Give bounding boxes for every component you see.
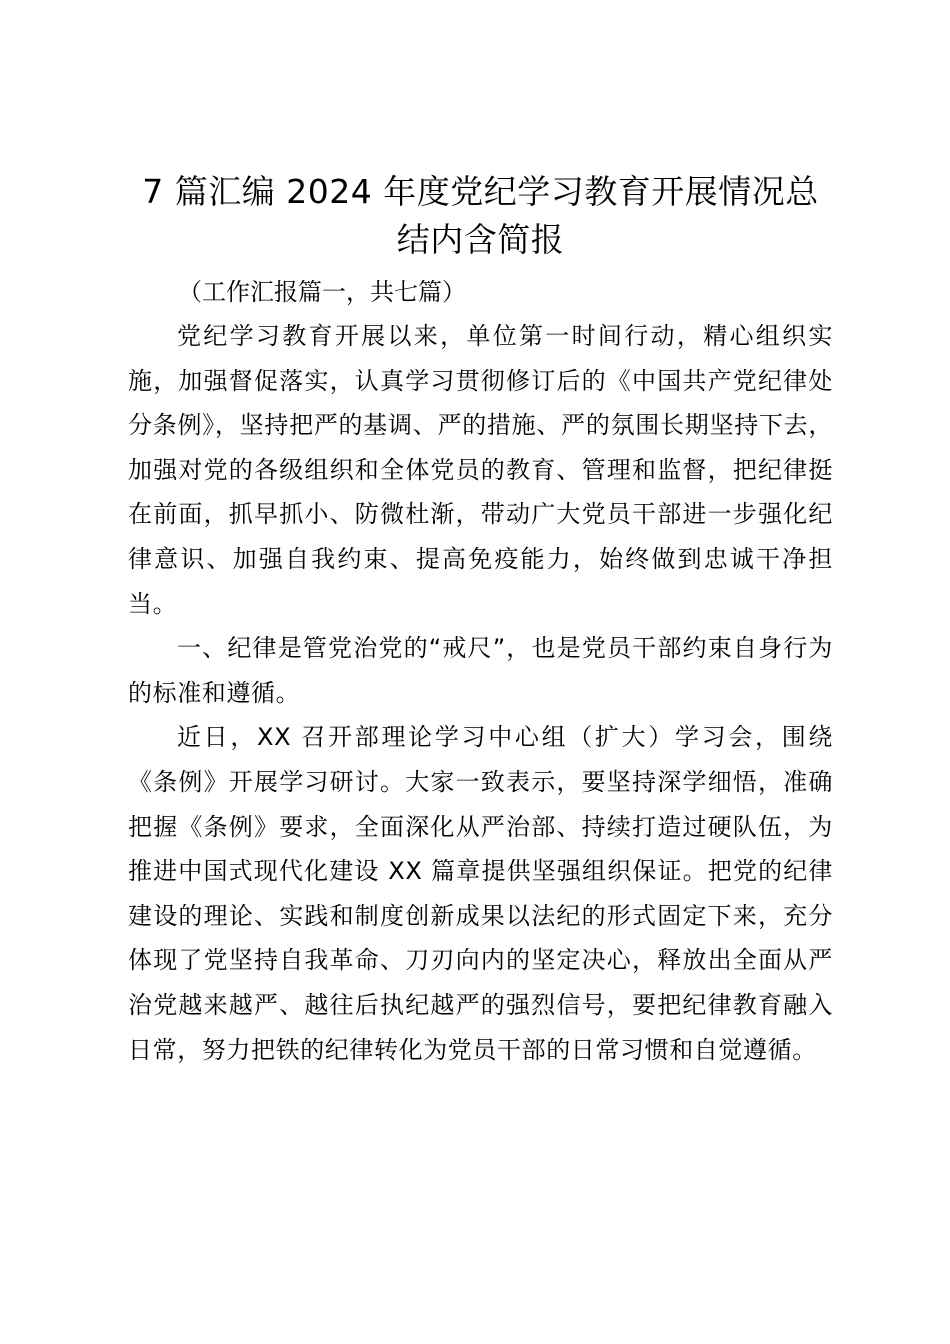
paragraph-intro: 党纪学习教育开展以来，单位第一时间行动，精心组织实施，加强督促落实，认真学习贯彻修订后的《中国共产党纪律处分条例》，坚持把严的基调、严的措施、严的氛围长期坚持下去，加强对党的各级组织和全体党员的教育、管理和监督，把纪律挺在前面，抓早抓小、防微杜渐，带动广大党员干部进一步强化纪律意识、加强自我约束、提高免疫能力，始终做到忠诚干净担当。 [128, 322, 833, 618]
document-title: 7 篇汇编 2024 年度党纪学习教育开展情况总结内含简报 [142, 172, 819, 259]
document-subtitle: （工作汇报篇一，共七篇） [178, 278, 466, 306]
document-page [128, 168, 833, 1072]
paragraph-section-heading: 一、纪律是管党治党的“戒尺”，也是党员干部约束自身行为的标准和遵循。 [128, 634, 833, 707]
paragraph-body: 近日，XX 召开部理论学习中心组（扩大）学习会，围绕《条例》开展学习研讨。大家一致表示，要坚持深学细悟，准确把握《条例》要求，全面深化从严治部、持续打造过硬队伍，为推进中国式现代化建设 XX 篇章提供坚强组织保证。把党的纪律建设的理论、实践和制度创新成果以法纪的形式固定下来，充分体现了党坚持自我革命、刀刃向内的坚定决心，释放出全面从严治党越来越严、越往后执纪越严的强烈信号，要把纪律教育融入日常，努力把铁的纪律转化为党员干部的日常习惯和自觉遵循。 [128, 723, 833, 1064]
